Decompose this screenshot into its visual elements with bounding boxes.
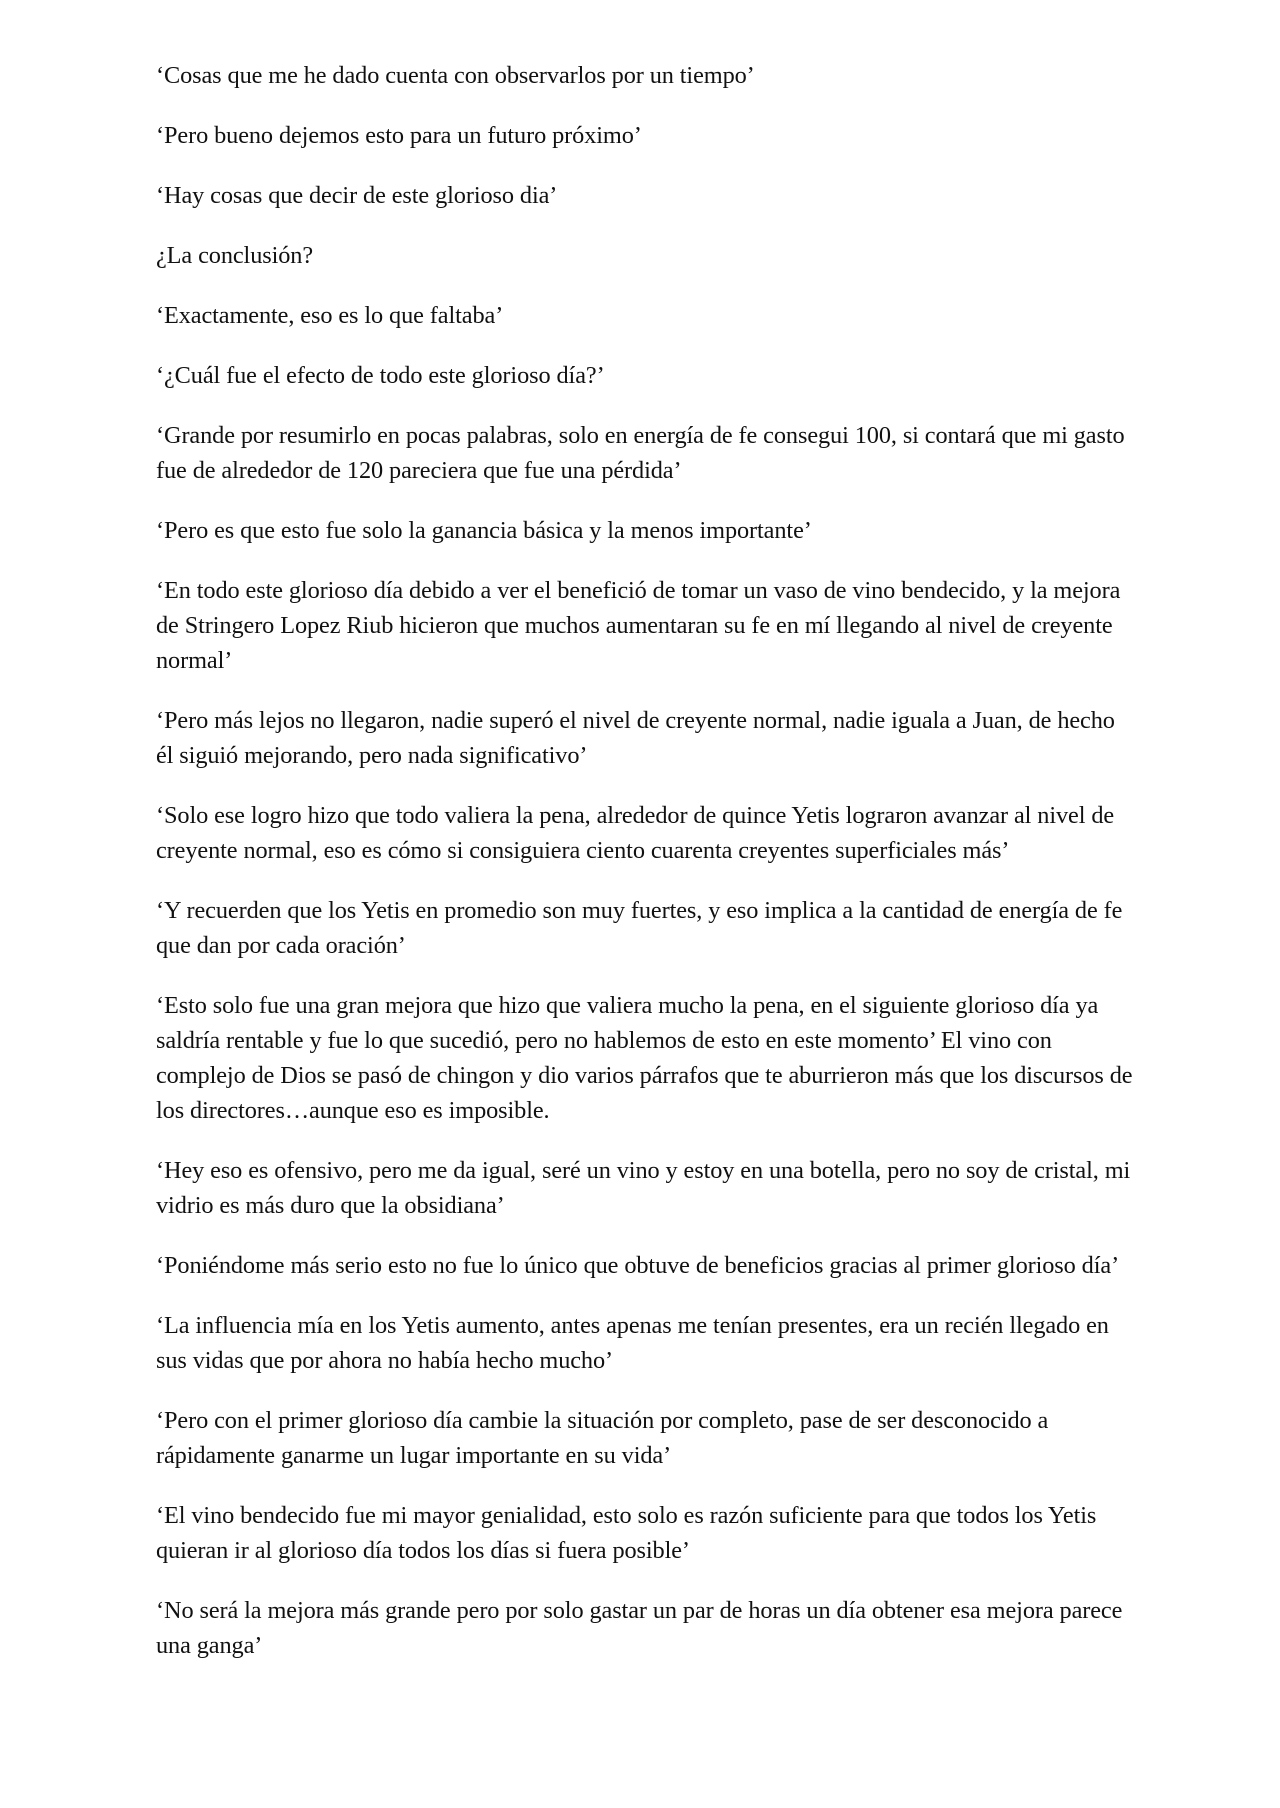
paragraph: ‘Cosas que me he dado cuenta con observarlos por un tiempo’ [156, 62, 755, 89]
paragraph: ‘Solo ese logro hizo que todo valiera la pena, alrededor de quince Yetis lograron avanzar al nivel de creyente normal, eso es cómo si consiguiera ciento cuarenta creyentes superficiales más’ [156, 802, 1115, 864]
paragraph: ‘Pero bueno dejemos esto para un futuro próximo’ [156, 122, 642, 149]
paragraph: ‘Esto solo fue una gran mejora que hizo que valiera mucho la pena, en el siguiente glorioso día ya saldría rentable y fue lo que sucedió, pero no hablemos de esto en este momento’ El vino con complejo de Dios se pasó de chingon y dio varios párrafos que te aburrieron más que los discursos de los directores…aunque eso es imposible. [156, 992, 1133, 1124]
paragraph: ‘La influencia mía en los Yetis aumento, antes apenas me tenían presentes, era un recién llegado en sus vidas que por ahora no había hecho mucho’ [156, 1312, 1109, 1374]
paragraph: ‘Pero más lejos no llegaron, nadie superó el nivel de creyente normal, nadie iguala a Juan, de hecho él siguió mejorando, pero nada significativo’ [156, 707, 1115, 769]
paragraph: ‘En todo este glorioso día debido a ver el benefició de tomar un vaso de vino bendecido, y la mejora de Stringero Lopez Riub hicieron que muchos aumentaran su fe en mí llegando al nivel de creyente normal’ [156, 577, 1121, 674]
paragraph: ¿La conclusión? [156, 242, 314, 269]
paragraph: ‘No será la mejora más grande pero por solo gastar un par de horas un día obtener esa mejora parece una ganga’ [156, 1597, 1123, 1659]
paragraph: ‘Poniéndome más serio esto no fue lo único que obtuve de beneficios gracias al primer glorioso día’ [156, 1252, 1120, 1279]
paragraph: ‘El vino bendecido fue mi mayor genialidad, esto solo es razón suficiente para que todos los Yetis quieran ir al glorioso día todos los días si fuera posible’ [156, 1502, 1097, 1564]
paragraph: ‘Grande por resumirlo en pocas palabras, solo en energía de fe consegui 100, si contará que mi gasto fue de alrededor de 120 pareciera que fue una pérdida’ [156, 422, 1125, 484]
paragraph: ‘Hay cosas que decir de este glorioso dia’ [156, 182, 558, 209]
paragraph: ‘Hey eso es ofensivo, pero me da igual, seré un vino y estoy en una botella, pero no soy de cristal, mi vidrio es más duro que la obsidiana’ [156, 1157, 1131, 1219]
paragraph: ‘Exactamente, eso es lo que faltaba’ [156, 302, 504, 329]
paragraph: ‘¿Cuál fue el efecto de todo este glorioso día?’ [156, 362, 605, 389]
document-page [156, 58, 1136, 1688]
paragraph: ‘Y recuerden que los Yetis en promedio son muy fuertes, y eso implica a la cantidad de energía de fe que dan por cada oración’ [156, 897, 1123, 959]
paragraph: ‘Pero es que esto fue solo la ganancia básica y la menos importante’ [156, 517, 812, 544]
paragraph: ‘Pero con el primer glorioso día cambie la situación por completo, pase de ser desconocido a rápidamente ganarme un lugar importante en su vida’ [156, 1407, 1049, 1469]
